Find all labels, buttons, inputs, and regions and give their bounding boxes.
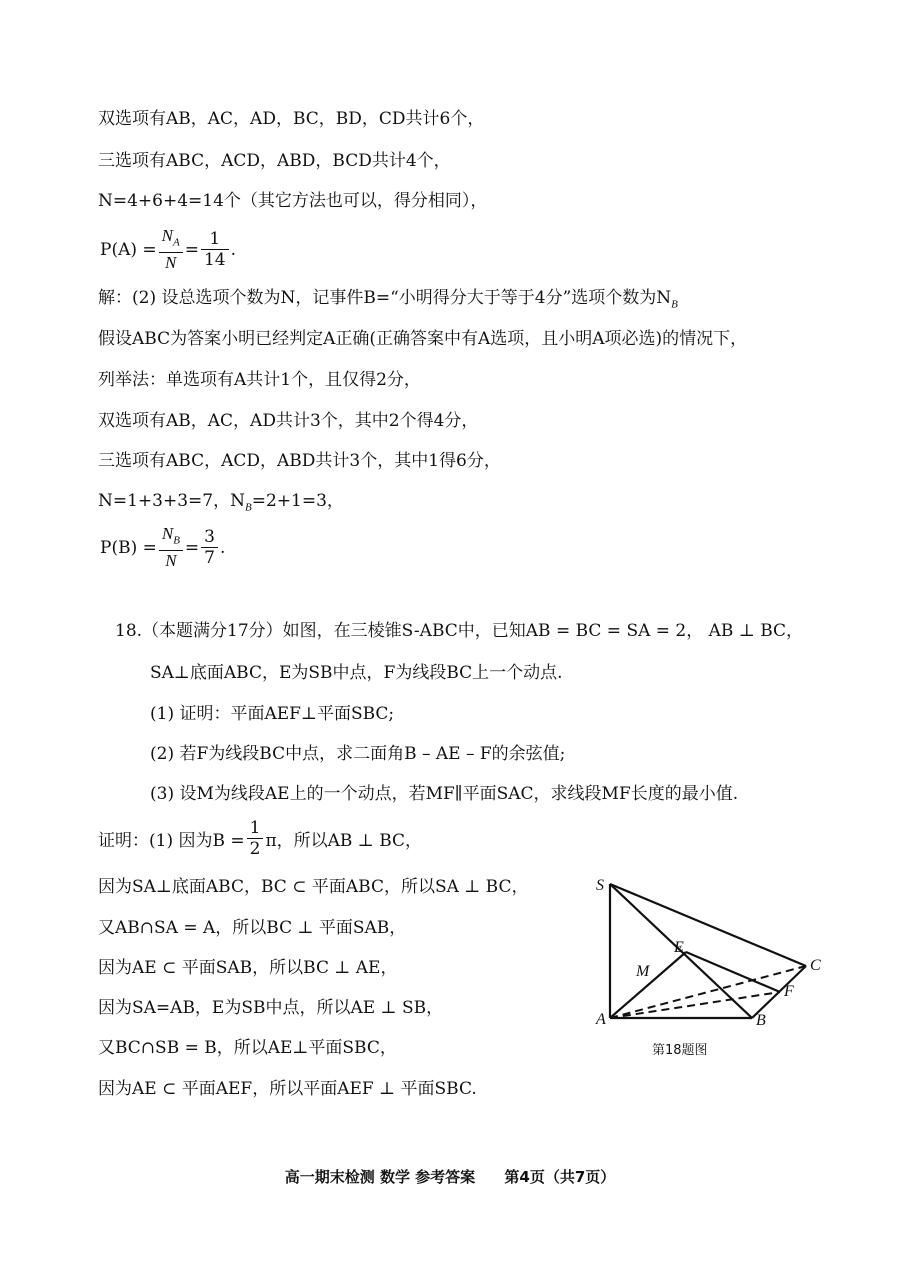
proof-line: 因为SA⊥底面ABC，BC ⊂ 平面ABC，所以SA ⊥ BC， (98, 877, 529, 897)
text-line: 假设ABC为答案小明已经判定A正确(正确答案中有A选项，且小明A项必选)的情况下， (98, 329, 748, 349)
proof-line: 因为AE ⊂ 平面SAB，所以BC ⊥ AE， (98, 958, 398, 978)
footer-title: 高一期末检测 数学 参考答案 (284, 1168, 476, 1186)
question-18-stem: SA⊥底面ABC，E为SB中点，F为线段BC上一个动点. (150, 663, 563, 683)
text-line: 三选项有ABC，ACD，ABD共计3个，其中1得6分， (98, 451, 501, 471)
figure-caption: 第18题图 (652, 1043, 708, 1058)
fraction: $\frac{1}{2}$ (247, 818, 264, 859)
proof-line: 因为AE ⊂ 平面AEF，所以平面AEF ⊥ 平面SBC. (98, 1079, 477, 1099)
proof-line: 又BC∩SB = B，所以AE⊥平面SBC， (98, 1038, 397, 1058)
label-f: F (784, 983, 794, 1000)
label-a: A (596, 1011, 606, 1028)
proof-line: 又AB∩SA = A，所以BC ⊥ 平面SAB， (98, 918, 407, 938)
text-line: N=4+6+4=14个（其它方法也可以，得分相同）， (98, 191, 488, 211)
equation-pb: P(B) = $\frac{N_B}{N}$ = $\frac{3}{7}$ . (100, 524, 226, 571)
label-m: M (636, 963, 650, 980)
page-footer (0, 1166, 900, 1187)
pyramid-figure (590, 868, 840, 1068)
text-line: 双选项有AB，AC，AD共计3个，其中2个得4分， (98, 411, 479, 431)
segment-ef (686, 952, 780, 992)
text-line: 列举法：单选项有A共计1个，且仅得2分， (98, 370, 421, 390)
text-line: 三选项有ABC，ACD，ABD，BCD共计4个， (98, 151, 451, 171)
fraction: $\frac{1}{14}$ (201, 229, 229, 270)
fraction: $\frac{3}{7}$ (201, 527, 218, 568)
question-18-stem: 18.（本题满分17分）如图，在三棱锥S-ABC中，已知AB = BC = SA = 2， AB ⊥ BC， (115, 621, 804, 641)
label-c: C (810, 957, 821, 974)
equation-pa: P(A) = $\frac{N_A}{N}$ = $\frac{1}{14}$ . (100, 226, 237, 273)
label-s: S (596, 877, 604, 894)
fraction: $\frac{N_A}{N}$ (159, 226, 183, 273)
text-line: N=1+3+3=7，$N_B=2+1=3$， (98, 491, 344, 514)
proof-line: 证明：(1) 因为B = $\frac{1}{2}$ π，所以AB ⊥ BC， (98, 818, 423, 859)
label-b: B (756, 1012, 766, 1029)
text-line: 双选项有AB，AC，AD，BC，BD，CD共计6个， (98, 109, 485, 129)
label-e: E (674, 939, 684, 956)
edge-sc (610, 884, 806, 966)
fraction: $\frac{N_B}{N}$ (159, 524, 183, 571)
eq-lhs: P(A) = (100, 239, 157, 260)
question-18-part2: (2) 若F为线段BC中点，求二面角B – AE – F的余弦值; (150, 744, 566, 764)
text-line: 解：(2) 设总选项个数为N，记事件B=“小明得分大于等于4分”选项个数为$N_B$ (98, 288, 678, 311)
question-18-part3: (3) 设M为线段AE上的一个动点，若MF∥平面SAC，求线段MF长度的最小值. (150, 784, 739, 804)
question-18-part1: (1) 证明：平面AEF⊥平面SBC; (150, 704, 395, 724)
proof-line: 因为SA=AB，E为SB中点，所以AE ⊥ SB， (98, 998, 444, 1018)
footer-page-number: 第4页（共7页） (504, 1168, 616, 1186)
